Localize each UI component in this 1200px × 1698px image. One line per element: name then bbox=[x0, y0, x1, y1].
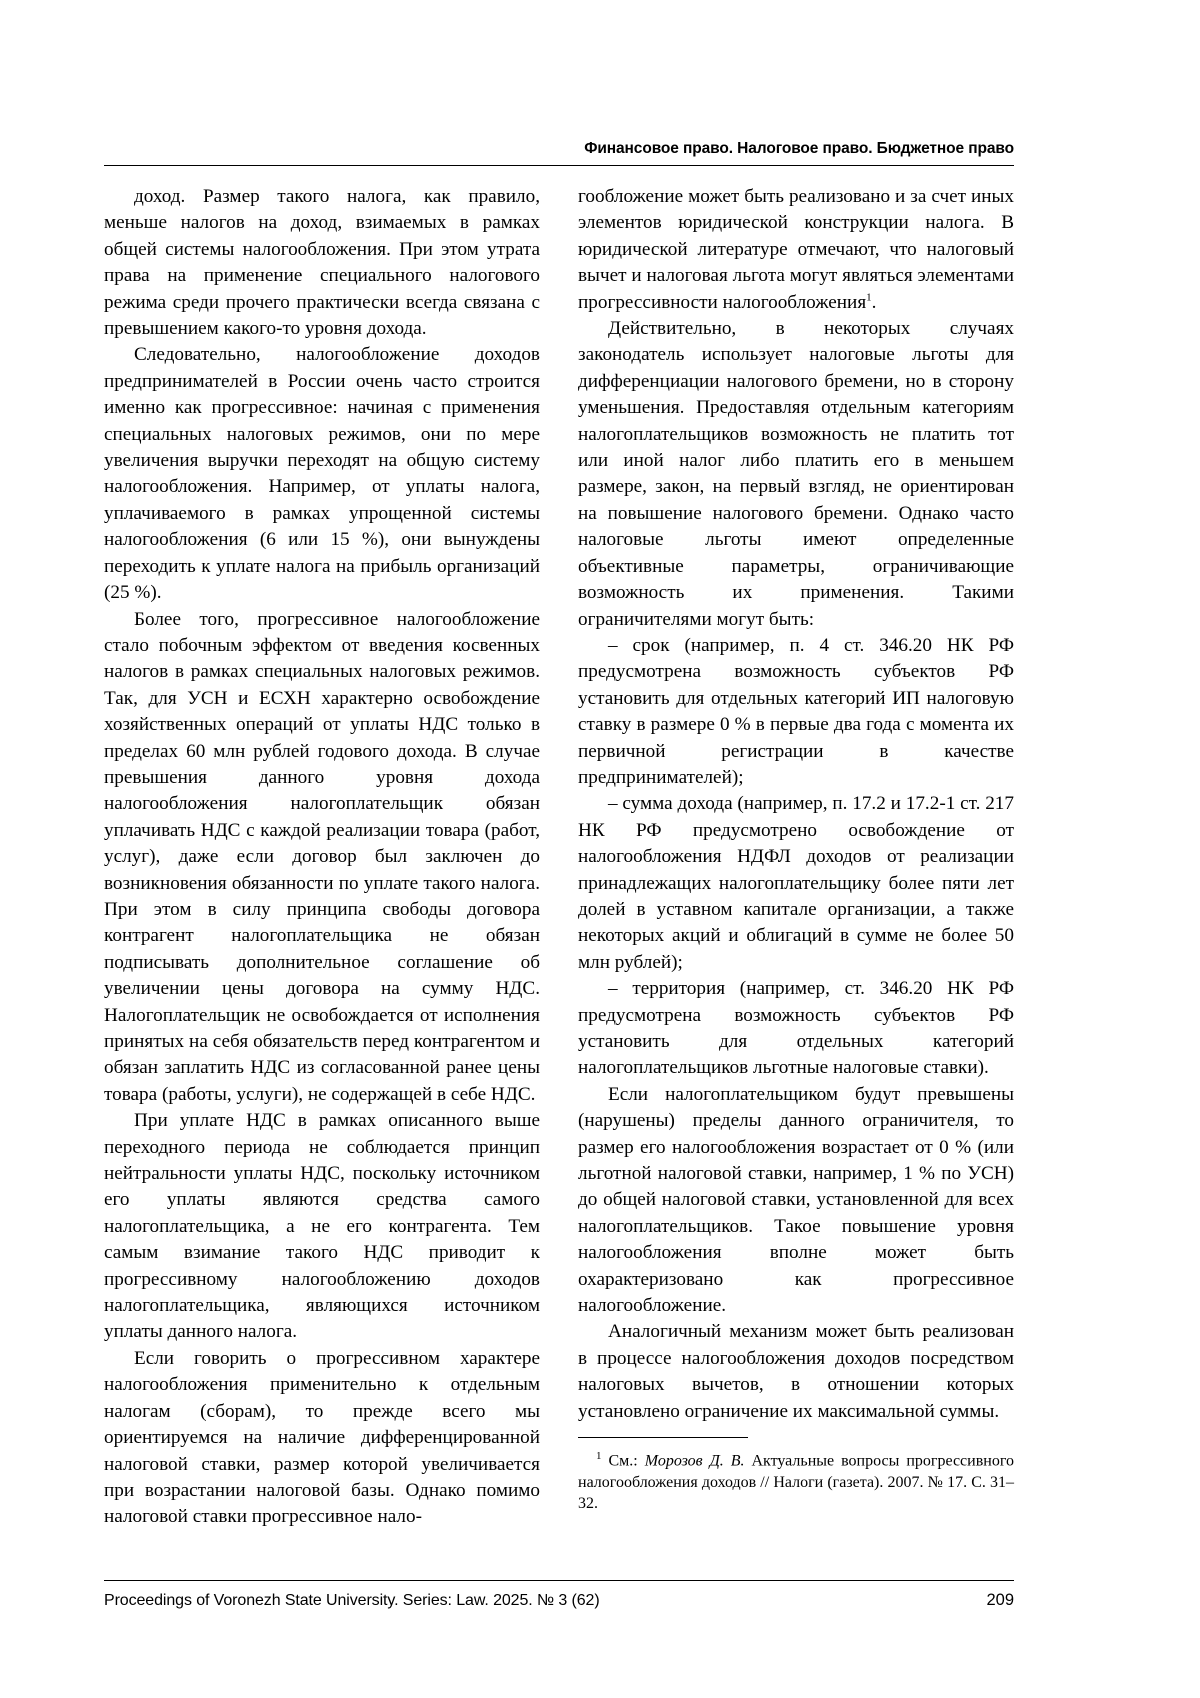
footnote-prefix: См.: bbox=[608, 1452, 645, 1470]
page-footer bbox=[104, 1580, 1014, 1610]
left-column bbox=[104, 184, 540, 1531]
paragraph: Аналогичный механизм может быть реализован в процессе налогообложения доходов посредством налоговых вычетов, в отношении которых установлено ограничение их максимальной суммы. bbox=[578, 1321, 1014, 1422]
footnote-marker: 1 bbox=[596, 1450, 602, 1463]
two-column-layout bbox=[104, 184, 1014, 1531]
footnote-text bbox=[578, 1446, 1014, 1515]
paragraph: Если налогоплательщиком будут превышены (нарушены) пределы данного ограничителя, то размер его налогообложения возрастает от 0 % (или льготной налоговой ставки, например, 1 % по УСН) до общей налоговой ставки, установленной для всех налогоплательщиков. Такое повышение уровня налогообложения вполне может быть охарактеризовано как прогрессивное налогообложение. bbox=[578, 1083, 1014, 1317]
paragraph: Если говорить о прогрессивном характере налогообложения применительно к отдельным налогам (сборам), то прежде всего мы ориентируемся на наличие дифференцированной налоговой ставки, размер которой увеличивается при возрастании налоговой базы. Однако помимо налоговой ставки прогрессивное нало- bbox=[104, 1347, 540, 1528]
footnote-divider bbox=[578, 1437, 748, 1438]
paragraph: доход. Размер такого налога, как правило, меньше налогов на доход, взимаемых в рамках общей системы налогообложения. При этом утрата права на применение специального налогового режима среди прочего практически всегда связана с превышением какого-то уровня дохода. bbox=[104, 186, 540, 340]
paragraph: Следовательно, налогообложение доходов предпринимателей в России очень часто строится именно как прогрессивное: начиная с применения специальных налоговых режимов, они по мере увеличения выручки переходят на общую систему налогообложения. Например, от уплаты налога, уплачиваемого в рамках упрощенной системы налогообложения (6 или 15 %), они вынуждены переходить к уплате налога на прибыль организаций (25 %). bbox=[104, 344, 540, 604]
footer-line bbox=[104, 1591, 1014, 1610]
paragraph-text: гообложение может быть реализовано и за счет иных элементов юридической конструкции налога. В юридической литературе отмечают, что налоговый вычет и налоговая льгота могут являться элементами прогрессивности налогообложения bbox=[578, 186, 1014, 313]
list-item: – срок (например, п. 4 ст. 346.20 НК РФ предусмотрена возможность субъектов РФ установить для отдельных категорий ИП налоговую ставку в размере 0 % в первые два года с момента их первичной регистрации в качестве предпринимателей); bbox=[578, 634, 1014, 788]
footer-divider bbox=[104, 1580, 1014, 1581]
journal-citation: Proceedings of Voronezh State University. Series: Law. 2025. № 3 (62) bbox=[104, 1592, 600, 1609]
page-number: 209 bbox=[986, 1591, 1014, 1609]
footnote-reference: 1 bbox=[866, 291, 872, 304]
paragraph: Действительно, в некоторых случаях законодатель использует налоговые льготы для дифференциации налогового бремени, но в сторону уменьшения. Предоставляя отдельным категориям налогоплательщиков возможность не платить тот или иной налог либо платить его в меньшем размере, закон, на первый взгляд, не ориентирован на повышение налогового бремени. Однако часто налоговые льготы имеют определенные объективные параметры, ограничивающие возможность их применения. Такими ограничителями могут быть: bbox=[578, 318, 1014, 630]
page-content bbox=[104, 140, 1014, 1531]
paragraph: гообложение может быть реализовано и за счет иных элементов юридической конструкции налога. В юридической литературе отмечают, что налоговый вычет и налоговая льгота могут являться элементами прогрессивности налогообложения$^1$. bbox=[578, 186, 1014, 313]
footnote-block bbox=[578, 1437, 1014, 1515]
header-divider bbox=[104, 165, 1014, 166]
right-column bbox=[578, 184, 1014, 1531]
paragraph: Более того, прогрессивное налогообложение стало побочным эффектом от введения косвенных налогов в рамках специальных налоговых режимов. Так, для УСН и ЕСХН характерно освобождение хозяйственных операций от уплаты НДС только в пределах 60 млн рублей годового дохода. В случае превышения данного уровня дохода налогообложения налогоплательщик обязан уплачивать НДС с каждой реализации товара (работ, услуг), даже если договор был заключен до возникновения обязанности по уплате такого налога. При этом в силу принципа свободы договора контрагент налогоплательщика не обязан подписывать дополнительное соглашение об увеличении цены договора на сумму НДС. Налогоплательщик не освобождается от исполнения принятых на себя обязательств перед контрагентом и обязан заплатить НДС из согласованной ранее цены товара (работы, услуги), не содержащей в себе НДС. bbox=[104, 608, 540, 1105]
list-item: – территория (например, ст. 346.20 НК РФ предусмотрена возможность субъектов РФ установить для отдельных категорий налогоплательщиков льготные налоговые ставки). bbox=[578, 978, 1014, 1079]
footnote-body: Актуальные вопросы прогрессивного налогообложения доходов // Налоги (газета). 2007. № 17. С. 31–32. bbox=[578, 1452, 1014, 1513]
paragraph: При уплате НДС в рамках описанного выше переходного периода не соблюдается принцип нейтральности уплаты НДС, поскольку источником его уплаты являются средства самого налогоплательщика, а не его контрагента. Тем самым взимание такого НДС приводит к прогрессивному налогообложению доходов налогоплательщика, являющихся источником уплаты данного налога. bbox=[104, 1110, 540, 1343]
footnote-author: Морозов Д. В. bbox=[644, 1452, 745, 1470]
running-head: Финансовое право. Налоговое право. Бюджетное право bbox=[584, 140, 1014, 157]
list-item: – сумма дохода (например, п. 17.2 и 17.2-1 ст. 217 НК РФ предусмотрено освобождение от налогообложения НДФЛ доходов от реализации принадлежащих налогоплательщику более пяти лет долей в уставном капитале организации, а также некоторых акций и облигаций в сумме не более 50 млн рублей); bbox=[578, 793, 1014, 973]
